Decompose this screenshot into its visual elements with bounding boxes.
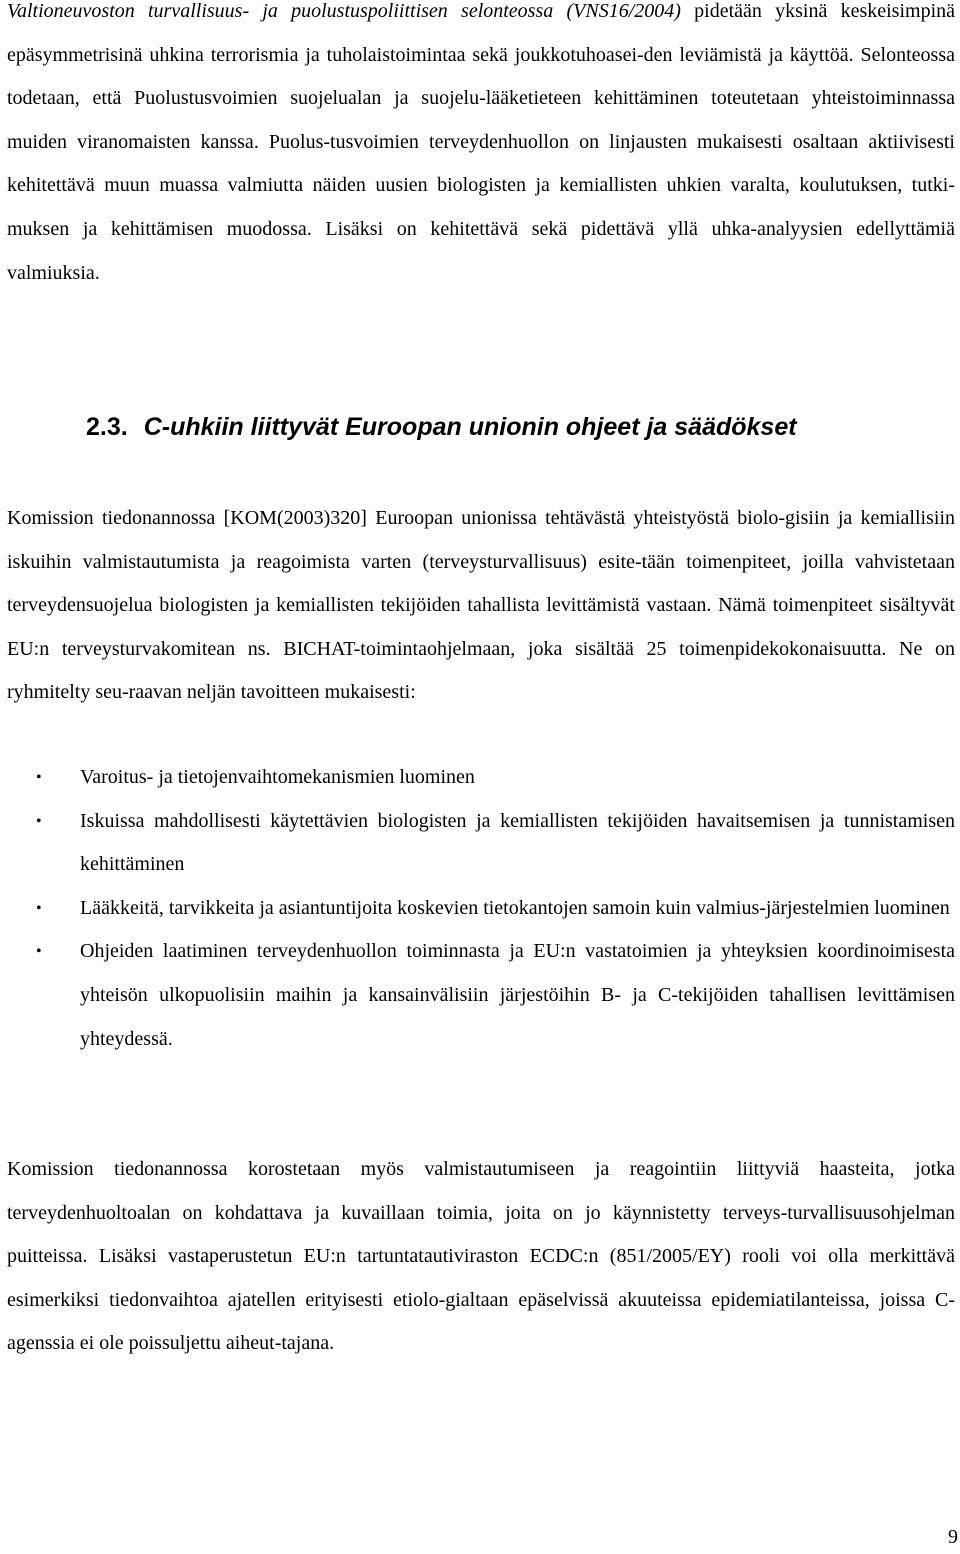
list-item [7,887,955,931]
page-number: 9 [948,1526,958,1548]
bullet-icon: • [36,769,42,786]
list-item-text: Iskuissa mahdollisesti käytettävien biologisten ja kemiallisten tekijöiden havaitsemisen ja tunnistamisen kehittäminen [80,809,955,876]
commission-paragraph: Komission tiedonannossa [KOM(2003)320] Euroopan unionissa tehtävästä yhteistyöstä biolo-gisiin ja kemiallisiin iskuihin valmistautumista ja reagoimista varten (terveysturvallisuus) esite-tään toimenpiteet, joilla vahvistetaan terveydensuojelua biologisten ja kemiallisten tekijöiden tahallista levittämistä vastaan. Nämä toimenpiteet sisältyvät EU:n terveysturvakomitean ns. BICHAT-toimintaohjelmaan, joka sisältää 25 toimenpidekokonaisuutta. Ne on ryhmitelty seu-raavan neljän tavoitteen mukaisesti: [7,507,955,704]
bullet-icon: • [36,943,42,961]
section-title: C-uhkiin liittyvät Euroopan unionin ohjeet ja säädökset [143,413,797,441]
objectives-list [7,756,955,1061]
list-item-text: Varoitus- ja tietojenvaihtomekanismien luominen [80,766,475,788]
list-item-text: Ohjeiden laatiminen terveydenhuollon toiminnasta ja EU:n vastatoimien ja yhteyksien koordinoimisesta yhteisön ulkopuolisiin maihin ja kansainvälisiin järjestöihin B- ja C-tekijöiden tahallisen levittämisen yhteydessä. [80,940,955,1050]
intro-paragraph-text: pidetään yksinä keskeisimpinä epäsymmetrisinä uhkina terrorismia ja tuholaistoimintaa sekä joukkotuhoasei-den leviämistä ja käyttöä. Selonteossa todetaan, että Puolustusvoimien suojelualan ja suojelu-lääketieteen kehittäminen toteutetaan yhteistoiminnassa muiden viranomaisten kanssa. Puolus-tusvoimien terveydenhuollon on linjausten mukaisesti osaltaan aktiivisesti kehitettävä muun muassa valmiutta näiden uusien biologisten ja kemiallisten uhkien varalta, koulutuksen, tutki-muksen ja kehittämisen muodossa. Lisäksi on kehitettävä sekä pidettävä yllä uhka-analyysien edellyttämiä valmiuksia. [7,0,956,284]
list-item [7,800,955,887]
list-item-text: Lääkkeitä, tarvikkeita ja asiantuntijoita koskevien tietokantojen samoin kuin valmius-järjestelmien luominen [80,896,950,919]
bullet-icon: • [36,899,42,917]
closing-paragraph: Komission tiedonannossa korostetaan myös valmistautumiseen ja reagointiin liittyviä haasteita, jotka terveydenhuoltoalan on kohdattava ja kuvaillaan toimia, joita on jo käynnistetty terveys-turvallisuusohjelman puitteissa. Lisäksi vastaperustetun EU:n tartuntatautiviraston ECDC:n (851/2005/EY) rooli voi olla merkittävä esimerkiksi tiedonvaihtoa ajatellen erityisesti etiolo-gialtaan epäselvissä akuuteissa epidemiatilanteissa, joissa C-agenssia ei ole poissuljettu aiheut-tajana. [7,1158,955,1355]
list-item [7,756,955,800]
bullet-icon: • [36,812,42,830]
report-title-reference: Valtioneuvoston turvallisuus- ja puolustuspoliittisen selonteossa (VNS16/2004) [7,0,681,22]
intro-paragraph [7,0,955,295]
list-item [7,930,955,1061]
section-number: 2.3. [86,413,128,441]
section-heading [86,405,946,449]
